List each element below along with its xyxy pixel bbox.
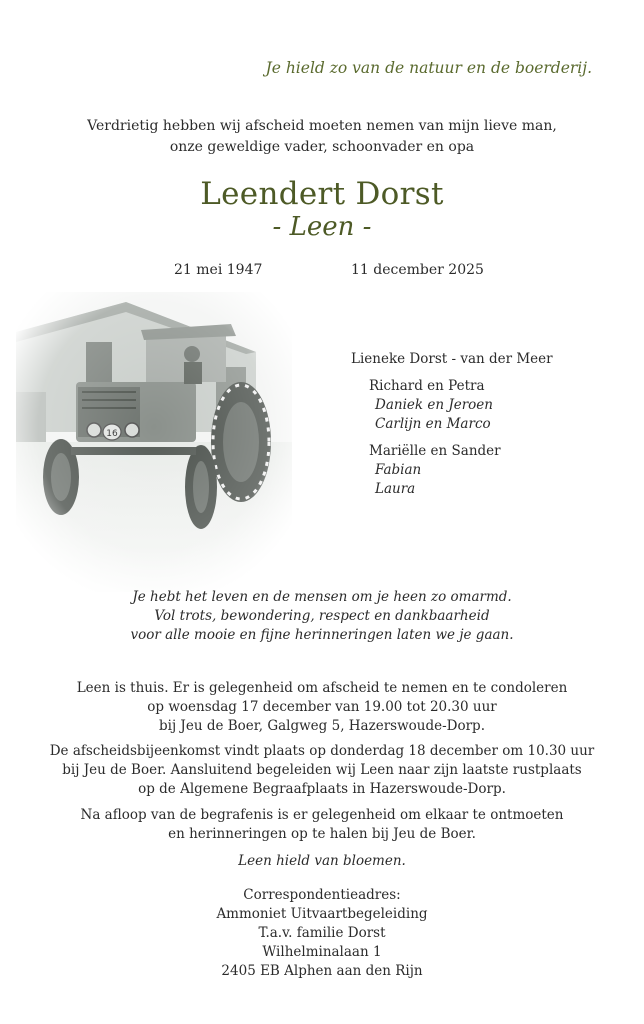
child-couple: Richard en Petra (369, 378, 485, 394)
ceremony-info (0, 742, 644, 799)
flowers-note: Leen hield van bloemen. (238, 853, 406, 869)
correspondence-address (0, 886, 644, 981)
tractor-photo (16, 292, 292, 592)
grandchild-couple: Carlijn en Marco (375, 416, 491, 432)
poem-line: voor alle mooie en fijne herinneringen laten we je gaan. (130, 627, 514, 643)
intro-line: onze geweldige vader, schoonvader en opa (169, 139, 475, 155)
text-line: op woensdag 17 december van 19.00 tot 20.30 uur (147, 699, 497, 715)
grandchild: Laura (375, 481, 416, 497)
grandchild: Fabian (375, 462, 422, 478)
child-couple: Mariëlle en Sander (369, 443, 501, 459)
deceased-nickname: - Leen - (272, 212, 372, 242)
address-line: Wilhelminalaan 1 (262, 944, 382, 960)
intro-text (0, 116, 644, 158)
spacer (351, 369, 553, 377)
poem-line: Je hebt het leven en de mensen om je heen zo omarmd. (132, 589, 512, 605)
address-line: Ammoniet Uitvaartbegeleiding (216, 906, 428, 922)
text-line: bij Jeu de Boer. Aansluitend begeleiden wij Leen naar zijn laatste rustplaats (62, 762, 582, 778)
text-line: bij Jeu de Boer, Galgweg 5, Hazerswoude-Dorp. (159, 718, 485, 734)
after-info (0, 806, 644, 844)
address-line: T.a.v. familie Dorst (258, 925, 386, 941)
deceased-name: Leendert Dorst (200, 176, 444, 212)
text-line: De afscheidsbijeenkomst vindt plaats op donderdag 18 december om 10.30 uur (49, 743, 595, 759)
condolence-info (0, 679, 644, 736)
family-list (351, 350, 553, 499)
text-line: Leen is thuis. Er is gelegenheid om afscheid te nemen en te condoleren (76, 680, 568, 696)
address-line: 2405 EB Alphen aan den Rijn (221, 963, 423, 979)
text-line: Na afloop van de begrafenis is er gelegenheid om elkaar te ontmoeten (80, 807, 564, 823)
intro-line: Verdrietig hebben wij afscheid moeten nemen van mijn lieve man, (87, 118, 557, 134)
text-line: en herinneringen op te halen bij Jeu de Boer. (168, 826, 476, 842)
death-date: 11 december 2025 (351, 262, 484, 278)
text-line: op de Algemene Begraafplaats in Hazerswoude-Dorp. (138, 781, 506, 797)
spouse-name: Lieneke Dorst - van der Meer (351, 351, 553, 367)
motto-line: Je hield zo van de natuur en de boerderij. (265, 59, 592, 77)
address-heading: Correspondentieadres: (243, 887, 401, 903)
spacer (351, 434, 553, 442)
grandchild-couple: Daniek en Jeroen (375, 397, 493, 413)
birth-date: 21 mei 1947 (174, 262, 263, 278)
poem (0, 588, 644, 645)
poem-line: Vol trots, bewondering, respect en dankbaarheid (154, 608, 490, 624)
